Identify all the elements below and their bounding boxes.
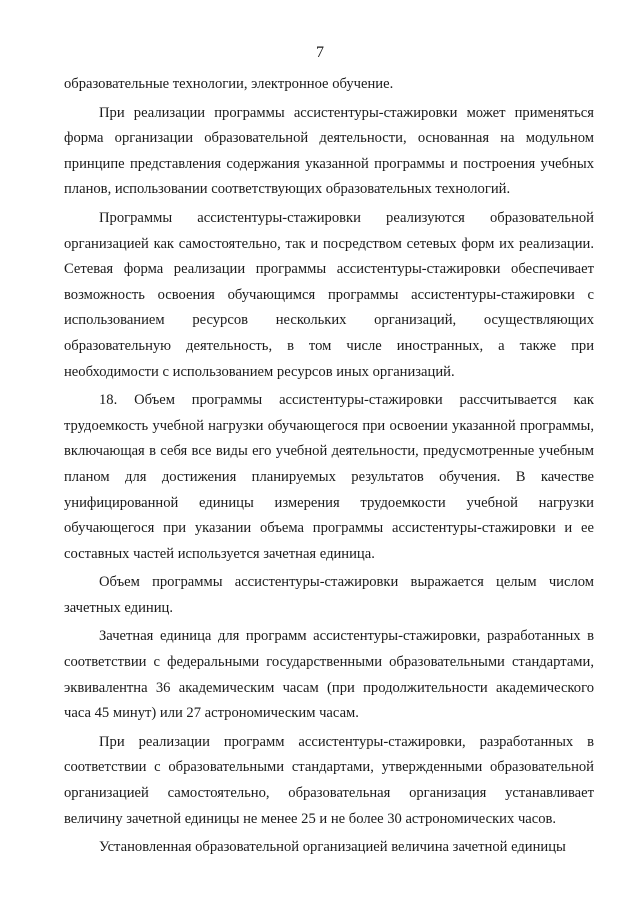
paragraph-whole-credits: Объем программы ассистентуры-стажировки выражается целым числом зачетных единиц. (64, 574, 594, 616)
paragraph-modular-principle: При реализации программы ассистентуры-стажировки может применяться форма организации образовательной деятельности, основанная на модульном принципе представления содержания указанной программы и построения учебных планов, использовании соответствующих образовательных технологий. (64, 104, 594, 198)
paragraph-credit-equivalence: Зачетная единица для программ ассистентуры-стажировки, разработанных в соответствии с федеральными государственными образовательными стандартами, эквивалентна 36 академическим часам (при продолжительности академического часа 45 минут) или 27 астрономическим часам. (64, 628, 594, 722)
paragraph-item-18-volume: 18. Объем программы ассистентуры-стажировки рассчитывается как трудоемкость учебной нагрузки обучающегося при освоении указанной программы, включающая в себя все виды его учебной деятельности, предусмотренные учебным планом для достижения планируемых результатов обучения. В качестве унифицированной единицы измерения трудоемкости учебной нагрузки обучающегося при указании объема программы ассистентуры-стажировки и ее составных частей используется зачетная единица. (64, 392, 594, 562)
page-number: 7 (316, 44, 324, 61)
body-text (64, 72, 594, 864)
paragraph-network-forms: Программы ассистентуры-стажировки реализуются образовательной организацией как самостоятельно, так и посредством сетевых форм их реализации. Сетевая форма реализации программы ассистентуры-стажировки обеспечивает возможность освоения обучающимся программы ассистентуры-стажировки с использованием ресурсов нескольких организаций, осуществляющих образовательную деятельность, в том числе иностранных, а также при необходимости с использованием ресурсов иных организаций. (64, 209, 594, 380)
paragraph-own-standards: При реализации программ ассистентуры-стажировки, разработанных в соответствии с образовательными стандартами, утвержденными образовательной организацией самостоятельно, образовательная организация устанавливает величину зачетной единицы не менее 25 и не более 30 астрономических часов. (64, 733, 594, 827)
paragraph-established-credit: Установленная образовательной организацией величина зачетной единицы (99, 839, 566, 856)
paragraph-continuation: образовательные технологии, электронное обучение. (64, 76, 394, 92)
